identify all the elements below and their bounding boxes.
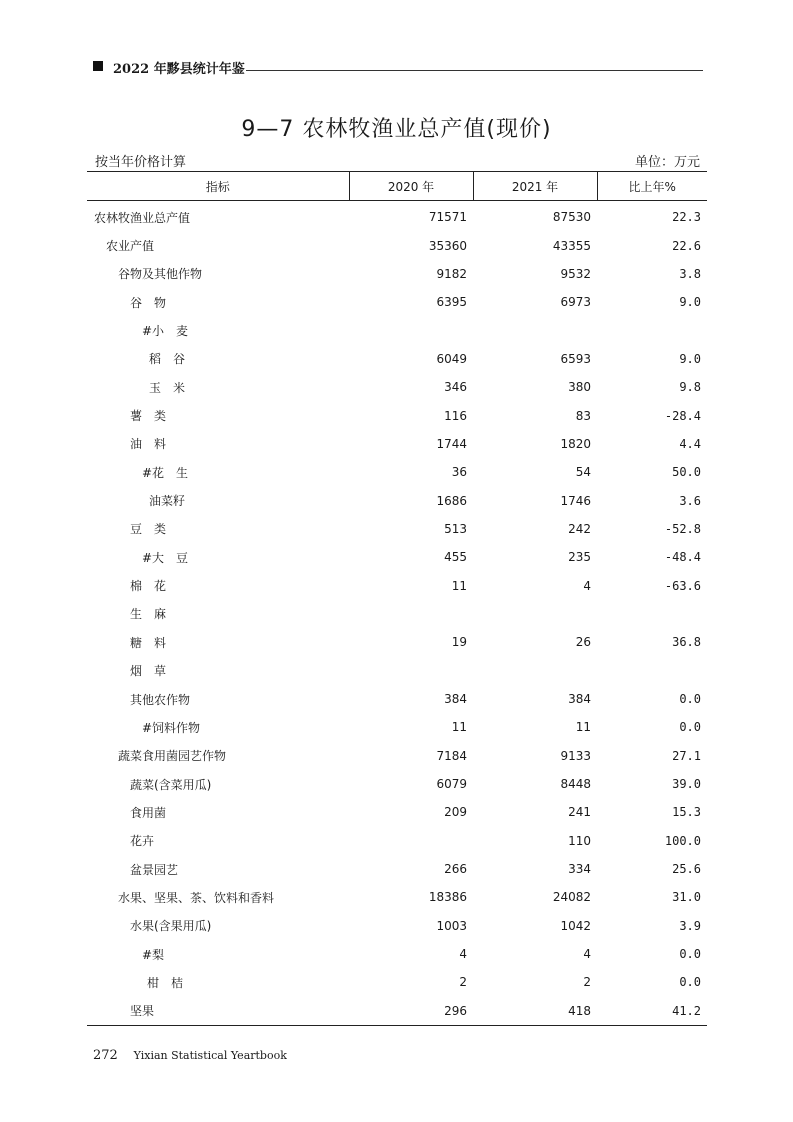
value-2020: 4	[459, 947, 467, 962]
value-2021	[473, 657, 597, 685]
value-2020: 6079	[436, 777, 467, 792]
table-row	[87, 628, 707, 656]
value-2020	[349, 600, 473, 628]
data-table	[87, 171, 707, 1026]
change-percent	[597, 600, 707, 628]
row-label: 农林牧渔业总产值	[94, 210, 191, 225]
footer-english-title: Yixian Statistical Yeartbook	[133, 1049, 287, 1062]
change-percent: 3.8	[679, 266, 701, 281]
value-2021: 83	[575, 408, 591, 423]
change-percent: 0.0	[679, 975, 701, 990]
header-square-icon	[93, 61, 103, 71]
column-header-change: 比上年%	[597, 172, 707, 201]
value-2020: 296	[349, 997, 473, 1026]
change-percent: 25.6	[672, 862, 701, 877]
table-row	[87, 883, 707, 911]
change-percent: 0.0	[679, 692, 701, 707]
table-row	[87, 827, 707, 855]
value-2021: 24082	[552, 890, 591, 905]
change-percent: 39.0	[672, 777, 701, 792]
value-2020	[349, 827, 473, 855]
row-label: #饲料作物	[142, 720, 201, 735]
table-row	[87, 855, 707, 883]
value-2021: 384	[568, 692, 591, 707]
row-label: 棉 花	[130, 579, 167, 594]
value-2021: 110	[568, 833, 591, 848]
value-2020: 6049	[436, 351, 467, 366]
value-2021: 9133	[560, 748, 591, 763]
change-percent: 9.0	[679, 295, 701, 310]
row-label: 薯 类	[130, 409, 167, 424]
change-percent: -48.4	[664, 550, 701, 565]
value-2020: 1686	[436, 493, 467, 508]
change-percent: 0.0	[679, 947, 701, 962]
value-2020: 384	[444, 692, 467, 707]
table-row	[87, 345, 707, 373]
value-2021: 380	[568, 380, 591, 395]
value-2021: 6593	[560, 351, 591, 366]
value-2020: 1003	[436, 918, 467, 933]
table-row	[87, 997, 707, 1026]
running-header	[93, 58, 703, 78]
change-percent: 3.6	[679, 493, 701, 508]
value-2020	[349, 657, 473, 685]
change-percent: -63.6	[664, 578, 701, 593]
value-2021: 11	[575, 720, 591, 735]
row-label: 油菜籽	[149, 494, 186, 509]
caption-basis: 按当年价格计算	[95, 155, 187, 170]
change-percent: 3.9	[679, 918, 701, 933]
table-row	[87, 231, 707, 259]
value-2021: 418	[473, 997, 597, 1026]
row-label: 食用菌	[130, 805, 167, 820]
caption-unit: 单位：万元	[634, 155, 700, 170]
table-row	[87, 571, 707, 599]
value-2021: 1820	[560, 436, 591, 451]
change-percent: 36.8	[672, 635, 701, 650]
table-row	[87, 798, 707, 826]
value-2020: 455	[444, 550, 467, 565]
row-label: 花卉	[130, 834, 155, 849]
table-row	[87, 713, 707, 741]
row-label: 柑 桔	[147, 975, 184, 990]
change-percent: 9.8	[679, 380, 701, 395]
table-row	[87, 600, 707, 628]
value-2020: 266	[444, 862, 467, 877]
table-row	[87, 430, 707, 458]
row-label: 盆景园艺	[130, 862, 179, 877]
value-2021: 334	[568, 862, 591, 877]
change-percent: 31.0	[672, 890, 701, 905]
value-2021: 43355	[552, 238, 591, 253]
value-2021: 241	[568, 805, 591, 820]
value-2021: 9532	[560, 266, 591, 281]
row-label: 油 料	[130, 437, 167, 452]
column-header-2020: 2020 年	[349, 172, 473, 201]
change-percent: 0.0	[679, 720, 701, 735]
table-row	[87, 201, 707, 232]
page-title: 9—7 农林牧渔业总产值(现价)	[241, 117, 552, 142]
table-row	[87, 515, 707, 543]
value-2021: 8448	[560, 777, 591, 792]
value-2021	[473, 316, 597, 344]
table-row	[87, 742, 707, 770]
value-2020: 71571	[428, 210, 467, 225]
change-percent: 41.2	[597, 997, 707, 1026]
table-row	[87, 486, 707, 514]
value-2021: 2	[583, 975, 591, 990]
change-percent: 15.3	[672, 805, 701, 820]
row-label: 稻 谷	[149, 352, 186, 367]
table-row	[87, 940, 707, 968]
change-percent: 50.0	[672, 465, 701, 480]
change-percent: -52.8	[664, 521, 701, 536]
row-label: 谷 物	[130, 295, 167, 310]
row-label: 蔬菜(含菜用瓜)	[130, 777, 212, 792]
row-label: 谷物及其他作物	[118, 267, 203, 282]
row-label: 糖 料	[130, 635, 167, 650]
value-2020: 7184	[436, 748, 467, 763]
page-footer	[93, 1048, 287, 1063]
table-row	[87, 288, 707, 316]
value-2020: 11	[451, 578, 467, 593]
value-2021: 242	[568, 521, 591, 536]
table-row	[87, 912, 707, 940]
table-row	[87, 316, 707, 344]
change-percent	[597, 316, 707, 344]
table-row	[87, 458, 707, 486]
value-2020: 35360	[428, 238, 467, 253]
row-label: 豆 类	[130, 522, 167, 537]
value-2020: 116	[444, 408, 467, 423]
change-percent: 22.3	[672, 210, 701, 225]
value-2020: 19	[451, 635, 467, 650]
value-2020: 1744	[436, 436, 467, 451]
value-2021: 87530	[552, 210, 591, 225]
row-label: #梨	[142, 947, 165, 962]
value-2020: 36	[451, 465, 467, 480]
table-row	[87, 968, 707, 996]
value-2021: 4	[583, 947, 591, 962]
change-percent: 22.6	[672, 238, 701, 253]
change-percent: 100.0	[664, 833, 701, 848]
header-title: 2022 年黟县统计年鉴	[113, 62, 245, 77]
value-2020: 209	[444, 805, 467, 820]
table-row	[87, 770, 707, 798]
value-2021: 1042	[560, 918, 591, 933]
change-percent: 9.0	[679, 351, 701, 366]
table-body	[87, 201, 707, 1026]
value-2021: 235	[568, 550, 591, 565]
row-label: 蔬菜食用菌园艺作物	[118, 749, 227, 764]
table-row	[87, 543, 707, 571]
row-label: #小 麦	[142, 324, 189, 339]
value-2020: 346	[444, 380, 467, 395]
value-2021: 54	[575, 465, 591, 480]
value-2021: 4	[583, 578, 591, 593]
value-2020	[349, 316, 473, 344]
row-label: 生 麻	[130, 607, 167, 622]
change-percent: -28.4	[664, 408, 701, 423]
value-2020: 513	[444, 521, 467, 536]
row-label: 农业产值	[106, 239, 155, 254]
value-2021	[473, 600, 597, 628]
row-label: 水果、坚果、茶、饮料和香料	[118, 890, 275, 905]
row-label: #大 豆	[142, 550, 189, 565]
change-percent	[597, 657, 707, 685]
header-rule	[246, 70, 703, 71]
change-percent: 4.4	[679, 436, 701, 451]
change-percent: 27.1	[672, 748, 701, 763]
value-2020: 6395	[436, 295, 467, 310]
row-label: #花 生	[142, 465, 189, 480]
table-row	[87, 657, 707, 685]
table-row	[87, 685, 707, 713]
table-header-row	[87, 172, 707, 201]
value-2020: 11	[451, 720, 467, 735]
table-row	[87, 401, 707, 429]
value-2021: 26	[575, 635, 591, 650]
value-2021: 6973	[560, 295, 591, 310]
value-2020: 18386	[428, 890, 467, 905]
value-2020: 2	[459, 975, 467, 990]
row-label: 烟 草	[130, 664, 167, 679]
value-2020: 9182	[436, 266, 467, 281]
column-header-indicator: 指标	[87, 172, 349, 201]
table-row	[87, 260, 707, 288]
page-number: 272	[93, 1048, 118, 1063]
column-header-2021: 2021 年	[473, 172, 597, 201]
value-2021: 1746	[560, 493, 591, 508]
row-label: 玉 米	[149, 380, 186, 395]
row-label: 水果(含果用瓜)	[130, 919, 212, 934]
row-label: 其他农作物	[130, 692, 191, 707]
table-row	[87, 373, 707, 401]
row-label: 坚果	[87, 997, 349, 1026]
